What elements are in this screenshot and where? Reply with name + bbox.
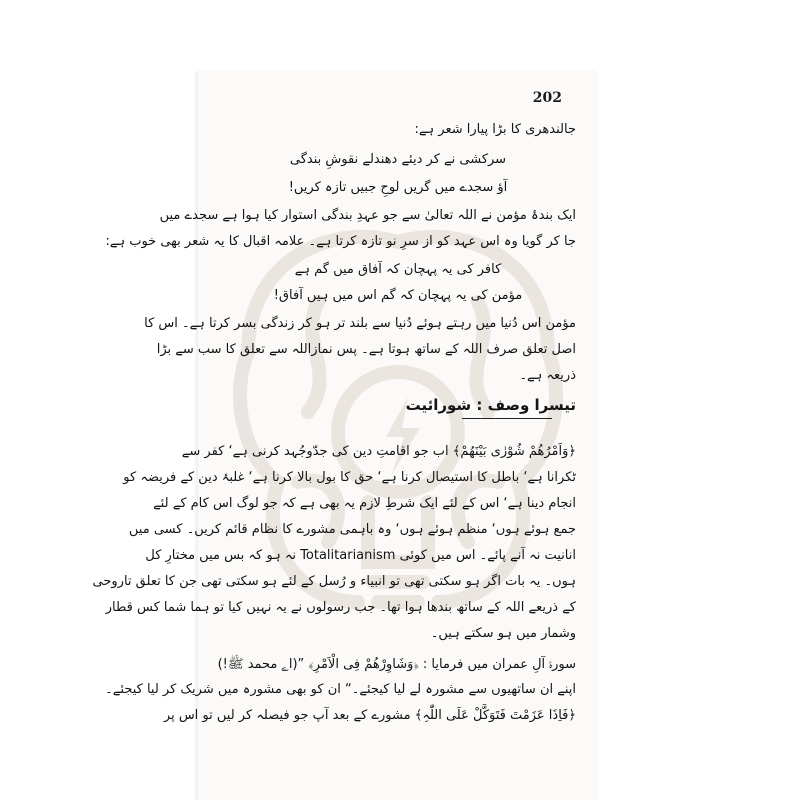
text-line: اصل تعلق صرف اللہ کے ساتھ ہوتا ہے۔ پس نمازاللہ سے تعلق کا سب سے بڑا xyxy=(156,342,576,357)
poem-line: سرکشی نے کر دیئے دھندلے نقوشِ بندگی xyxy=(289,152,507,167)
text-line: جالندھری کا بڑا پیارا شعر ہے: xyxy=(414,122,576,137)
text-line: اپنے ان ساتھیوں سے مشورہ لے لیا کیجئے۔“ ان کو بھی مشورہ میں شریک کر لیا کیجئے۔ xyxy=(105,682,576,697)
poem-line: کافر کی یہ پہچان کہ آفاق میں گم ہے xyxy=(294,262,502,277)
section-heading: تیسرا وصف : شورائیت xyxy=(405,396,576,414)
text-line: وشمار میں ہو سکتے ہیں۔ xyxy=(430,626,576,641)
text-line: جمع ہوئے ہوں‘ منظم ہوئے ہوں‘ وہ باہمی مشورے کا نظام قائم کریں۔ کسی میں xyxy=(128,522,576,537)
text-line: انانیت نہ آنے پائے۔ اس میں کوئی Totalitarianism نہ ہو کہ بس میں مختارِ کل xyxy=(145,548,576,563)
text-line: کے ذریعے اللہ کے ساتھ بندھا ہوا تھا۔ جب رسولوں نے یہ نہیں کیا تو ہما شما کس قطار xyxy=(105,600,576,615)
text-line: ہوں۔ یہ بات اگر ہو سکتی تھی تو انبیاء و رُسل کے لئے ہو سکتی تھی جن کا تعلق تاروحی xyxy=(92,574,576,589)
text-line: سورۂ آلِ عمران میں فرمایا : ﴿وَشَاوِرْھُمْ فِی الْاَمْرِ﴾ ”(اے محمد ﷺ!) xyxy=(217,657,576,672)
text-line: جا کر گویا وہ اس عہد کو از سرِ نو تازہ کرتا ہے۔ علامہ اقبال کا یہ شعر بھی خوب ہے: xyxy=(105,234,576,249)
text-line: ذریعہ ہے۔ xyxy=(519,368,576,383)
poem-line: مؤمن کی یہ پہچان کہ گم اس میں ہیں آفاق! xyxy=(273,288,523,303)
poem-line: آؤ سجدے میں گریں لوحِ جبیں تازہ کریں! xyxy=(288,180,508,195)
text-line: ﴿وَاَمْرُھُمْ شُوْرٰی بَیْنَھُمْ﴾ اب جو اقامتِ دین کی جدّوجُہد کرنی ہے‘ کفر سے xyxy=(181,444,576,459)
book-page xyxy=(92,72,598,800)
text-line: ایک بندۂ مؤمن نے اللہ تعالیٰ سے جو عہدِ بندگی استوار کیا ہوا ہے سجدے میں xyxy=(159,208,576,223)
text-line: انجام دینا ہے‘ اس کے لئے ایک شرطِ لازم یہ بھی ہے کہ جو لوگ اس کام کے لئے xyxy=(153,496,576,511)
text-line: ٹکرانا ہے‘ باطل کا استیصال کرنا ہے‘ حق کا بول بالا کرنا ہے‘ غلبۂ دین کے فریضہ کو xyxy=(123,470,576,485)
heading-underline xyxy=(462,418,552,419)
text-line: ﴿فَاِذَا عَزَمْتَ فَتَوَکَّلْ عَلَی اللّٰہِ﴾ مشورے کے بعد آپ جو فیصلہ کر لیں تو اس پر xyxy=(163,708,576,723)
page-number: 202 xyxy=(532,90,562,106)
text-line: مؤمن اس دُنیا میں رہتے ہوئے دُنیا سے بلند تر ہو کر زندگی بسر کرتا ہے۔ اس کا xyxy=(144,316,576,331)
